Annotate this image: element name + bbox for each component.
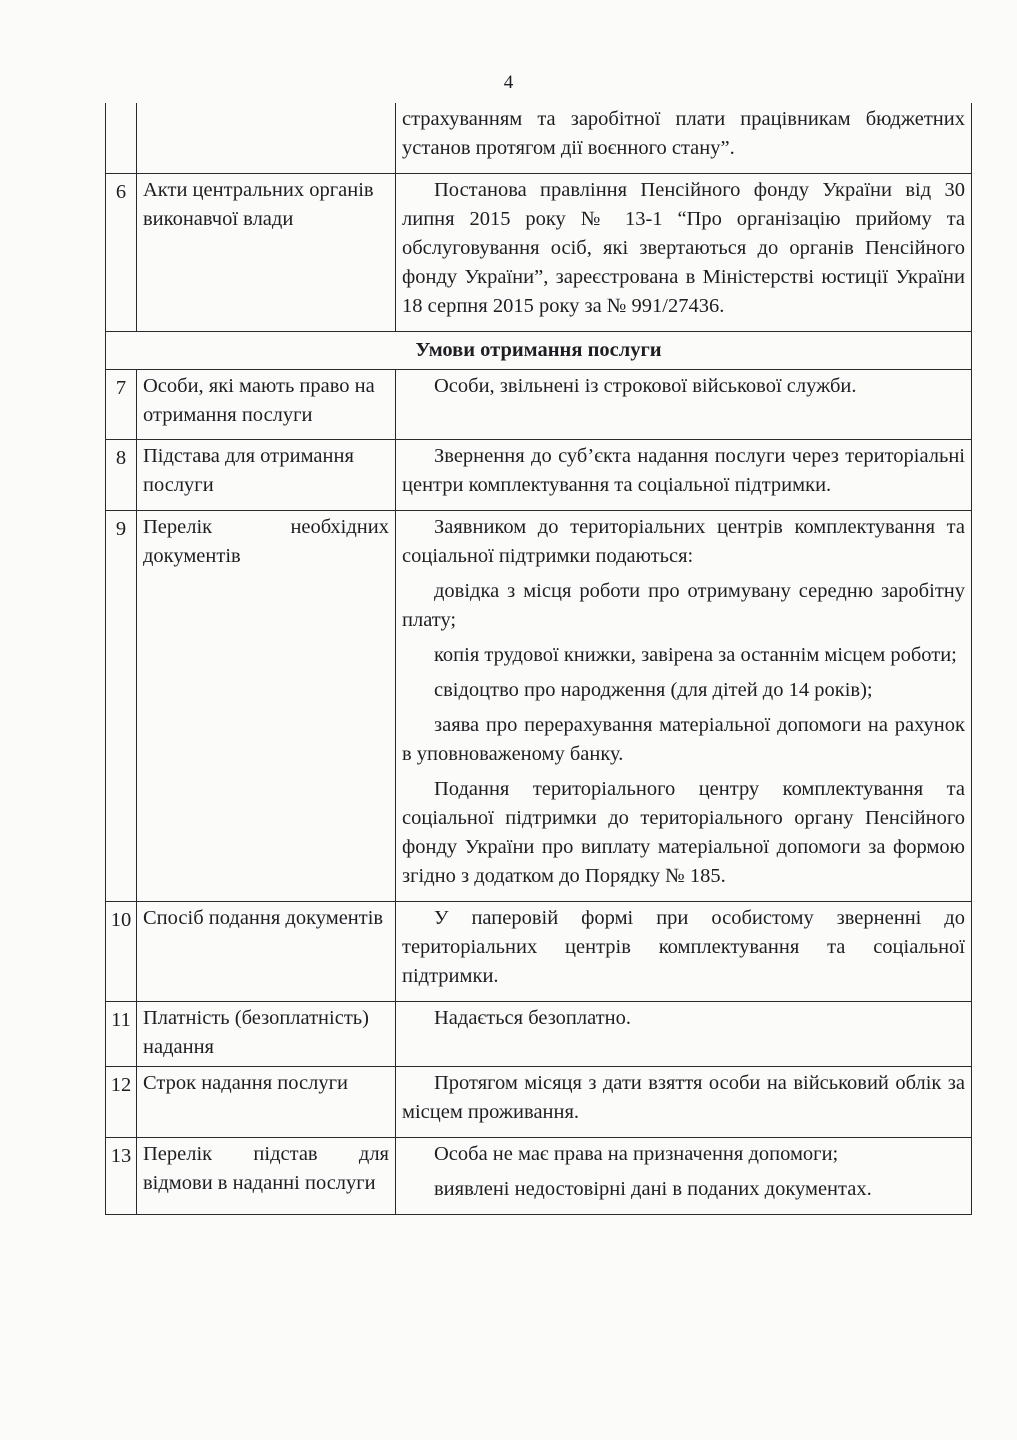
row-value xyxy=(396,1138,972,1215)
document-list-item: свідоцтво про народження (для дітей до 14 років); xyxy=(434,679,873,701)
row-label: Платність (безоплатність) надання xyxy=(137,1002,396,1067)
row-label: Акти центральних органів виконавчої влади xyxy=(137,174,396,332)
section-header-row xyxy=(106,332,972,370)
row-label: Особи, які мають право на отримання послуги xyxy=(137,370,396,440)
row-number: 13 xyxy=(106,1138,137,1215)
refusal-reason: Особа не має права на призначення допомоги; xyxy=(434,1143,839,1165)
document-list-item: Подання територіального центру комплектування та соціальної підтримки до територіального органу Пенсійного фонду України про виплату матеріальної допомоги за формою згідно з додатком до Порядку № 185. xyxy=(402,778,965,887)
row-value xyxy=(396,440,972,511)
document-list-item: Заявником до територіальних центрів комплектування та соціальної підтримки подаються: xyxy=(402,516,965,567)
row-value xyxy=(396,174,972,332)
refusal-reason: виявлені недостовірні дані в поданих документах. xyxy=(434,1178,872,1200)
table-row-12 xyxy=(106,1067,972,1138)
row-value xyxy=(396,902,972,1002)
section-title: Умови отримання послуги xyxy=(106,332,972,370)
row-number: 10 xyxy=(106,902,137,1002)
row-number-cell xyxy=(106,103,137,174)
row-number: 12 xyxy=(106,1067,137,1138)
row-number: 9 xyxy=(106,511,137,902)
table-row-8 xyxy=(106,440,972,511)
row-value-text: Постанова правління Пенсійного фонду України від 30 липня 2015 року № 13-1 “Про організацію прийому та обслуговування осіб, які звертаються до органів Пенсійного фонду України”, зареєстрована в Міністерстві юстиції України 18 серпня 2015 року за № 991/27436. xyxy=(402,179,965,317)
row-number: 6 xyxy=(106,174,137,332)
row-value-text: Особи, звільнені із строкової військової служби. xyxy=(434,375,857,397)
row-label: Підстава для отримання послуги xyxy=(137,440,396,511)
row-value-text: Протягом місяця з дати взяття особи на військовий облік за місцем проживання. xyxy=(402,1072,965,1123)
row-label: Строк надання послуги xyxy=(137,1067,396,1138)
row-label: Перелік підстав для відмови в наданні послуги xyxy=(137,1138,396,1215)
continued-text: страхуванням та заробітної плати працівникам бюджетних установ протягом дії воєнного стану”. xyxy=(402,108,965,159)
row-value xyxy=(396,511,972,902)
row-number: 7 xyxy=(106,370,137,440)
document-list-item: копія трудової книжки, завірена за останнім місцем роботи; xyxy=(434,644,957,666)
table-row-continued xyxy=(106,103,972,174)
row-value xyxy=(396,1067,972,1138)
row-label: Перелік необхідних документів xyxy=(137,511,396,902)
table-row-13 xyxy=(106,1138,972,1215)
document-list-item: довідка з місця роботи про отримувану середню заробітну плату; xyxy=(402,580,965,631)
table-row-9 xyxy=(106,511,972,902)
table-row-6 xyxy=(106,174,972,332)
table-row-11 xyxy=(106,1002,972,1067)
row-number: 11 xyxy=(106,1002,137,1067)
row-label-cell xyxy=(137,103,396,174)
row-value xyxy=(396,370,972,440)
service-info-table xyxy=(105,103,972,1215)
page-number: 4 xyxy=(503,72,514,93)
row-value-text: Надається безоплатно. xyxy=(434,1007,632,1029)
row-value-text: У паперовій формі при особистому зверненні до територіальних центрів комплектування та соціальної підтримки. xyxy=(402,907,965,987)
table-row-7 xyxy=(106,370,972,440)
row-value-cell xyxy=(396,103,972,174)
row-number: 8 xyxy=(106,440,137,511)
document-list-item: заява про перерахування матеріальної допомоги на рахунок в уповноваженому банку. xyxy=(402,714,965,765)
row-value-text: Звернення до суб’єкта надання послуги через територіальні центри комплектування та соціальної підтримки. xyxy=(402,445,965,496)
row-value xyxy=(396,1002,972,1067)
row-label: Спосіб подання документів xyxy=(137,902,396,1002)
table-row-10 xyxy=(106,902,972,1002)
